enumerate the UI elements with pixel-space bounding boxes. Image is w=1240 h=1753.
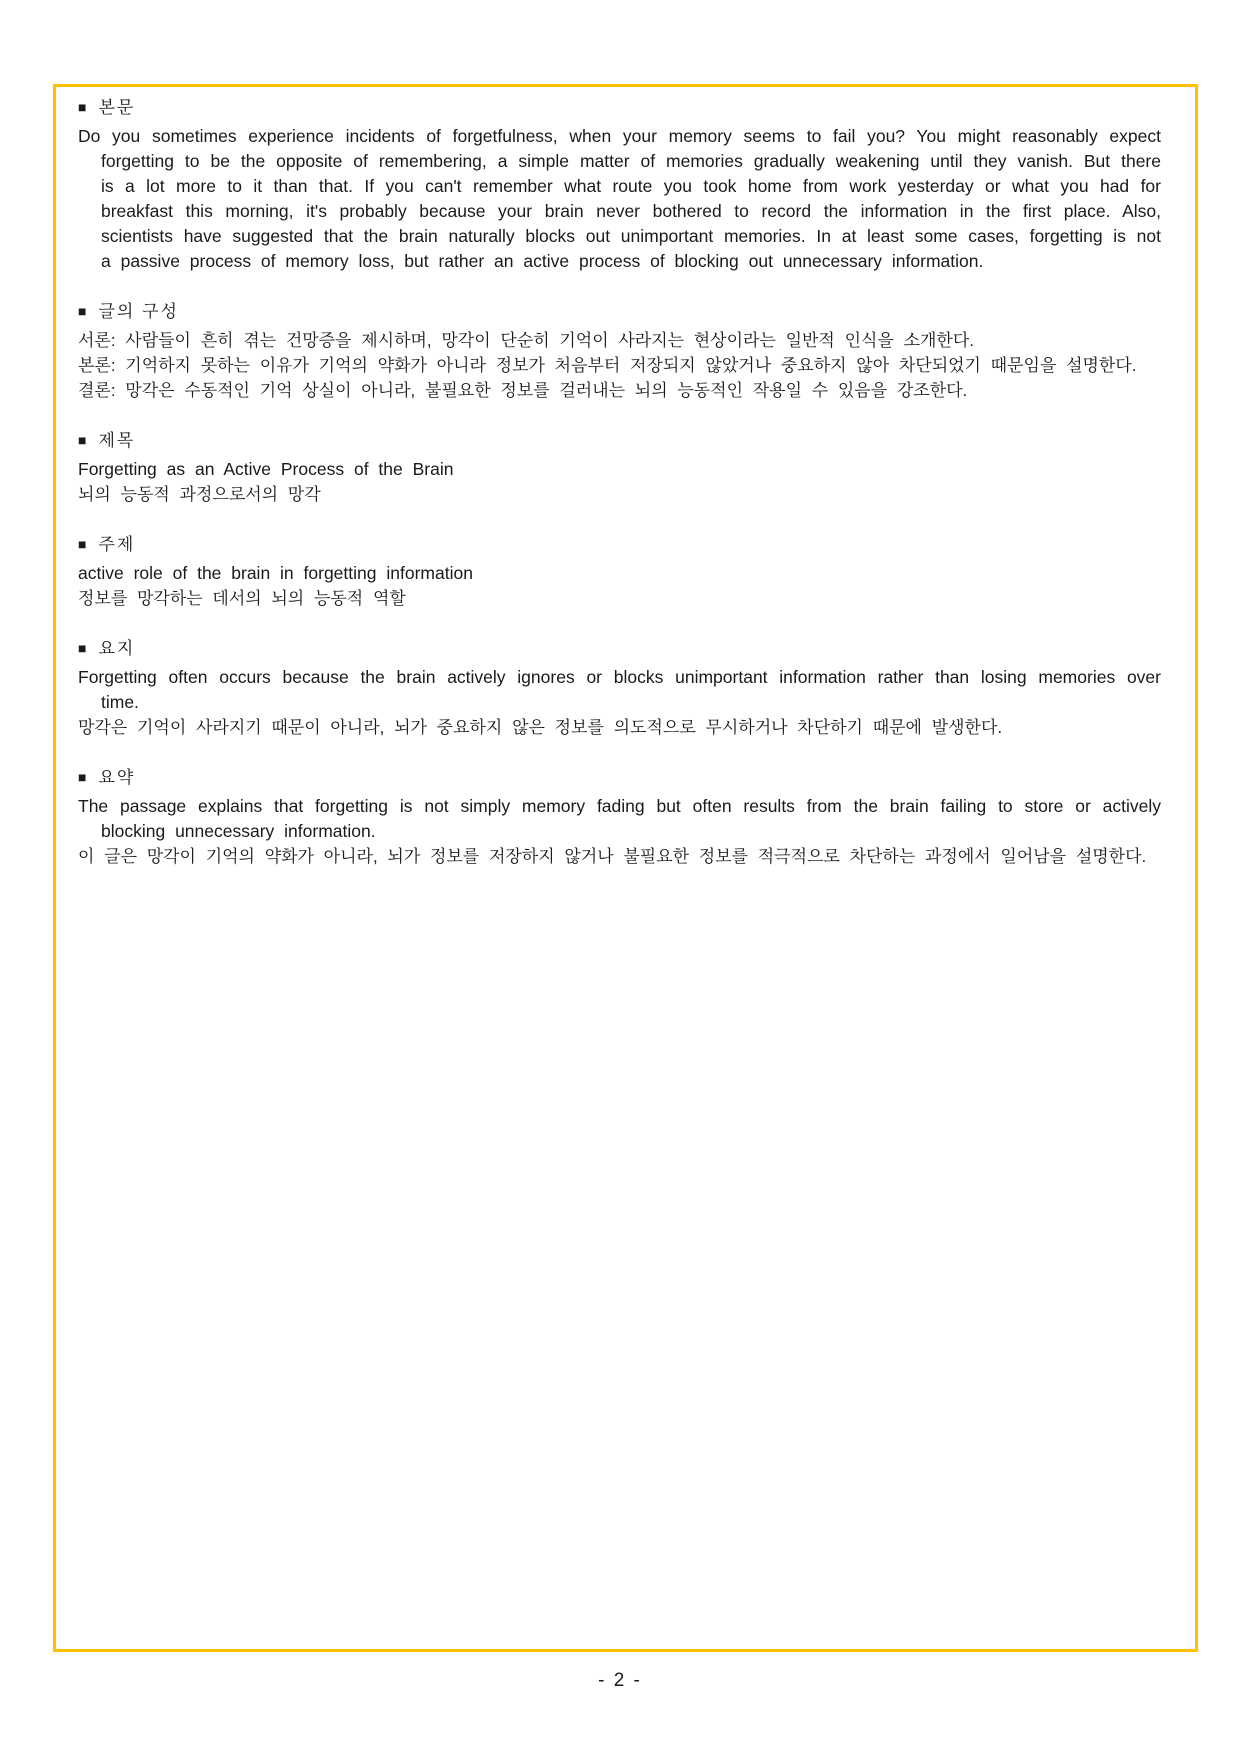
structure-intro-text: 서론: 사람들이 흔히 겪는 건망증을 제시하며, 망각이 단순히 기억이 사라지는 현상이라는 일반적 인식을 소개한다. — [78, 331, 974, 350]
section-heading-label: 제목 — [98, 431, 136, 450]
title-korean-text: 뇌의 능동적 과정으로서의 망각 — [78, 485, 321, 504]
content-frame — [53, 84, 1198, 1652]
section-summary — [78, 763, 1161, 869]
gist-korean-text: 망각은 기억이 사라지기 때문이 아니라, 뇌가 중요하지 않은 정보를 의도적으로 무시하거나 차단하기 때문에 발생한다. — [78, 718, 1003, 737]
section-gist — [78, 634, 1161, 740]
square-bullet-icon: ■ — [78, 768, 87, 785]
topic-english-text: active role of the brain in forgetting information — [78, 563, 473, 583]
section-heading-label: 요지 — [98, 639, 136, 658]
section-heading-gist — [78, 634, 1161, 659]
section-heading-label: 본문 — [98, 98, 136, 117]
section-topic — [78, 530, 1161, 611]
square-bullet-icon: ■ — [78, 535, 87, 552]
gist-english-text: Forgetting often occurs because the brain actively ignores or blocks unimportant information rather than losing memories over time. — [78, 667, 1161, 712]
square-bullet-icon: ■ — [78, 302, 87, 319]
section-heading-structure — [78, 297, 1161, 322]
structure-body-text: 본론: 기억하지 못하는 이유가 기억의 약화가 아니라 정보가 처음부터 저장되지 않았거나 중요하지 않아 차단되었기 때문임을 설명한다. — [78, 356, 1137, 375]
section-heading-label: 요약 — [98, 768, 136, 787]
section-heading-summary — [78, 763, 1161, 788]
section-title — [78, 426, 1161, 507]
page-number: - 2 - — [598, 1670, 642, 1691]
section-heading-title — [78, 426, 1161, 451]
square-bullet-icon: ■ — [78, 431, 87, 448]
passage-text: Do you sometimes experience incidents of forgetfulness, when your memory seems to fail you? You might reasonably expect forgetting to be the opposite of remembering, a simple matter of memories gradually weakening until they vanish. But there is a lot more to it than that. If you can't remember what route you took home from work yesterday or what you had for breakfast this morning, it's probably because your brain never bothered to record the information in the first place. Also, scientists have suggested that the brain naturally blocks out unimportant memories. In at least some cases, forgetting is not a passive process of memory loss, but rather an active process of blocking out unnecessary information. — [78, 126, 1161, 271]
section-structure — [78, 297, 1161, 403]
square-bullet-icon: ■ — [78, 98, 87, 115]
summary-korean-text: 이 글은 망각이 기억의 약화가 아니라, 뇌가 정보를 저장하지 않거나 불필요한 정보를 적극적으로 차단하는 과정에서 일어남을 설명한다. — [78, 847, 1147, 866]
section-heading-label: 글의 구성 — [98, 302, 179, 321]
section-heading-passage — [78, 93, 1161, 118]
structure-conclusion-text: 결론: 망각은 수동적인 기억 상실이 아니라, 불필요한 정보를 걸러내는 뇌의 능동적인 작용일 수 있음을 강조한다. — [78, 381, 968, 400]
section-heading-topic — [78, 530, 1161, 555]
summary-english-text: The passage explains that forgetting is not simply memory fading but often results from the brain failing to store or actively blocking unnecessary information. — [78, 796, 1161, 841]
topic-korean-text: 정보를 망각하는 데서의 뇌의 능동적 역할 — [78, 589, 406, 608]
title-english-text: Forgetting as an Active Process of the Brain — [78, 459, 454, 479]
section-heading-label: 주제 — [98, 535, 136, 554]
square-bullet-icon: ■ — [78, 639, 87, 656]
section-passage — [78, 93, 1161, 274]
